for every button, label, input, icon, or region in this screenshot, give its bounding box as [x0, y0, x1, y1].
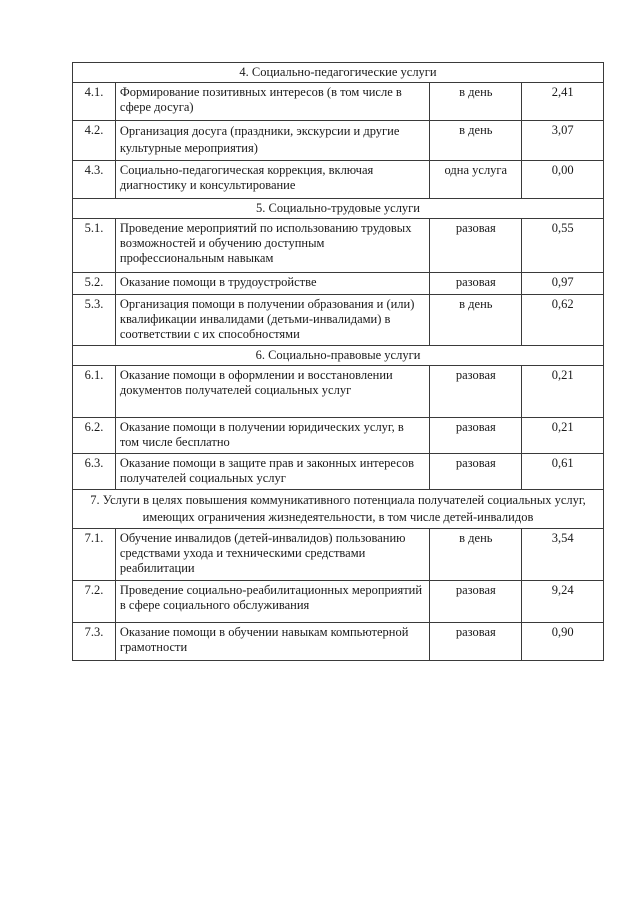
section-header-row — [73, 346, 604, 366]
table-row — [73, 454, 604, 490]
table-row — [73, 295, 604, 346]
service-name: Оказание помощи в получении юридических услуг, в том числе бесплатно — [115, 418, 430, 454]
row-number: 4.3. — [73, 161, 116, 199]
service-name: Обучение инвалидов (детей-инвалидов) пользованию средствами ухода и техническими средствами реабилитации — [115, 529, 430, 581]
service-value: 3,07 — [522, 121, 604, 161]
service-name: Оказание помощи в оформлении и восстановлении документов получателей социальных услуг — [115, 366, 430, 418]
service-value: 0,21 — [522, 418, 604, 454]
table-row — [73, 623, 604, 661]
table-row — [73, 581, 604, 623]
service-name: Оказание помощи в защите прав и законных интересов получателей социальных услуг — [115, 454, 430, 490]
row-number: 4.1. — [73, 83, 116, 121]
service-value: 0,97 — [522, 273, 604, 295]
section-title: 7. Услуги в целях повышения коммуникативного потенциала получателей социальных услуг, имеющих ограничения жизнедеятельности, в том числе детей-инвалидов — [73, 490, 604, 529]
service-value: 0,55 — [522, 219, 604, 273]
service-unit: разовая — [430, 454, 522, 490]
service-value: 9,24 — [522, 581, 604, 623]
service-value: 0,61 — [522, 454, 604, 490]
service-name: Социально-педагогическая коррекция, включая диагностику и консультирование — [115, 161, 430, 199]
service-value: 0,90 — [522, 623, 604, 661]
row-number: 7.3. — [73, 623, 116, 661]
row-number: 4.2. — [73, 121, 116, 161]
table-row — [73, 366, 604, 418]
service-name: Проведение мероприятий по использованию трудовых возможностей и обучению доступным профессиональным навыкам — [115, 219, 430, 273]
row-number: 7.1. — [73, 529, 116, 581]
service-unit: в день — [430, 83, 522, 121]
service-unit: в день — [430, 295, 522, 346]
row-number: 5.3. — [73, 295, 116, 346]
section-header-row — [73, 63, 604, 83]
table-row — [73, 219, 604, 273]
service-value: 2,41 — [522, 83, 604, 121]
service-value: 0,62 — [522, 295, 604, 346]
service-unit: одна услуга — [430, 161, 522, 199]
section-title: 6. Социально-правовые услуги — [73, 346, 604, 366]
service-value: 0,00 — [522, 161, 604, 199]
service-unit: разовая — [430, 418, 522, 454]
row-number: 6.3. — [73, 454, 116, 490]
service-name: Формирование позитивных интересов (в том числе в сфере досуга) — [115, 83, 430, 121]
table-row — [73, 121, 604, 161]
table-row — [73, 418, 604, 454]
row-number: 7.2. — [73, 581, 116, 623]
service-name: Проведение социально-реабилитационных мероприятий в сфере социального обслуживания — [115, 581, 430, 623]
table-row — [73, 273, 604, 295]
row-number: 6.2. — [73, 418, 116, 454]
section-header-row — [73, 490, 604, 529]
row-number: 6.1. — [73, 366, 116, 418]
service-name: Оказание помощи в трудоустройстве — [115, 273, 430, 295]
section-title: 5. Социально-трудовые услуги — [73, 199, 604, 219]
service-value: 3,54 — [522, 529, 604, 581]
row-number: 5.2. — [73, 273, 116, 295]
table-row — [73, 83, 604, 121]
section-header-row — [73, 199, 604, 219]
services-table — [72, 62, 604, 661]
service-value: 0,21 — [522, 366, 604, 418]
service-unit: в день — [430, 529, 522, 581]
service-unit: разовая — [430, 273, 522, 295]
service-unit: разовая — [430, 219, 522, 273]
service-name: Оказание помощи в обучении навыкам компьютерной грамотности — [115, 623, 430, 661]
table-row — [73, 161, 604, 199]
service-unit: в день — [430, 121, 522, 161]
section-title: 4. Социально-педагогические услуги — [73, 63, 604, 83]
table-row — [73, 529, 604, 581]
service-unit: разовая — [430, 623, 522, 661]
service-unit: разовая — [430, 581, 522, 623]
row-number: 5.1. — [73, 219, 116, 273]
service-name: Организация помощи в получении образования и (или) квалификации инвалидами (детьми-инвалидами) в соответствии с их способностями — [115, 295, 430, 346]
service-name: Организация досуга (праздники, экскурсии и другие культурные мероприятия) — [115, 121, 430, 161]
service-unit: разовая — [430, 366, 522, 418]
